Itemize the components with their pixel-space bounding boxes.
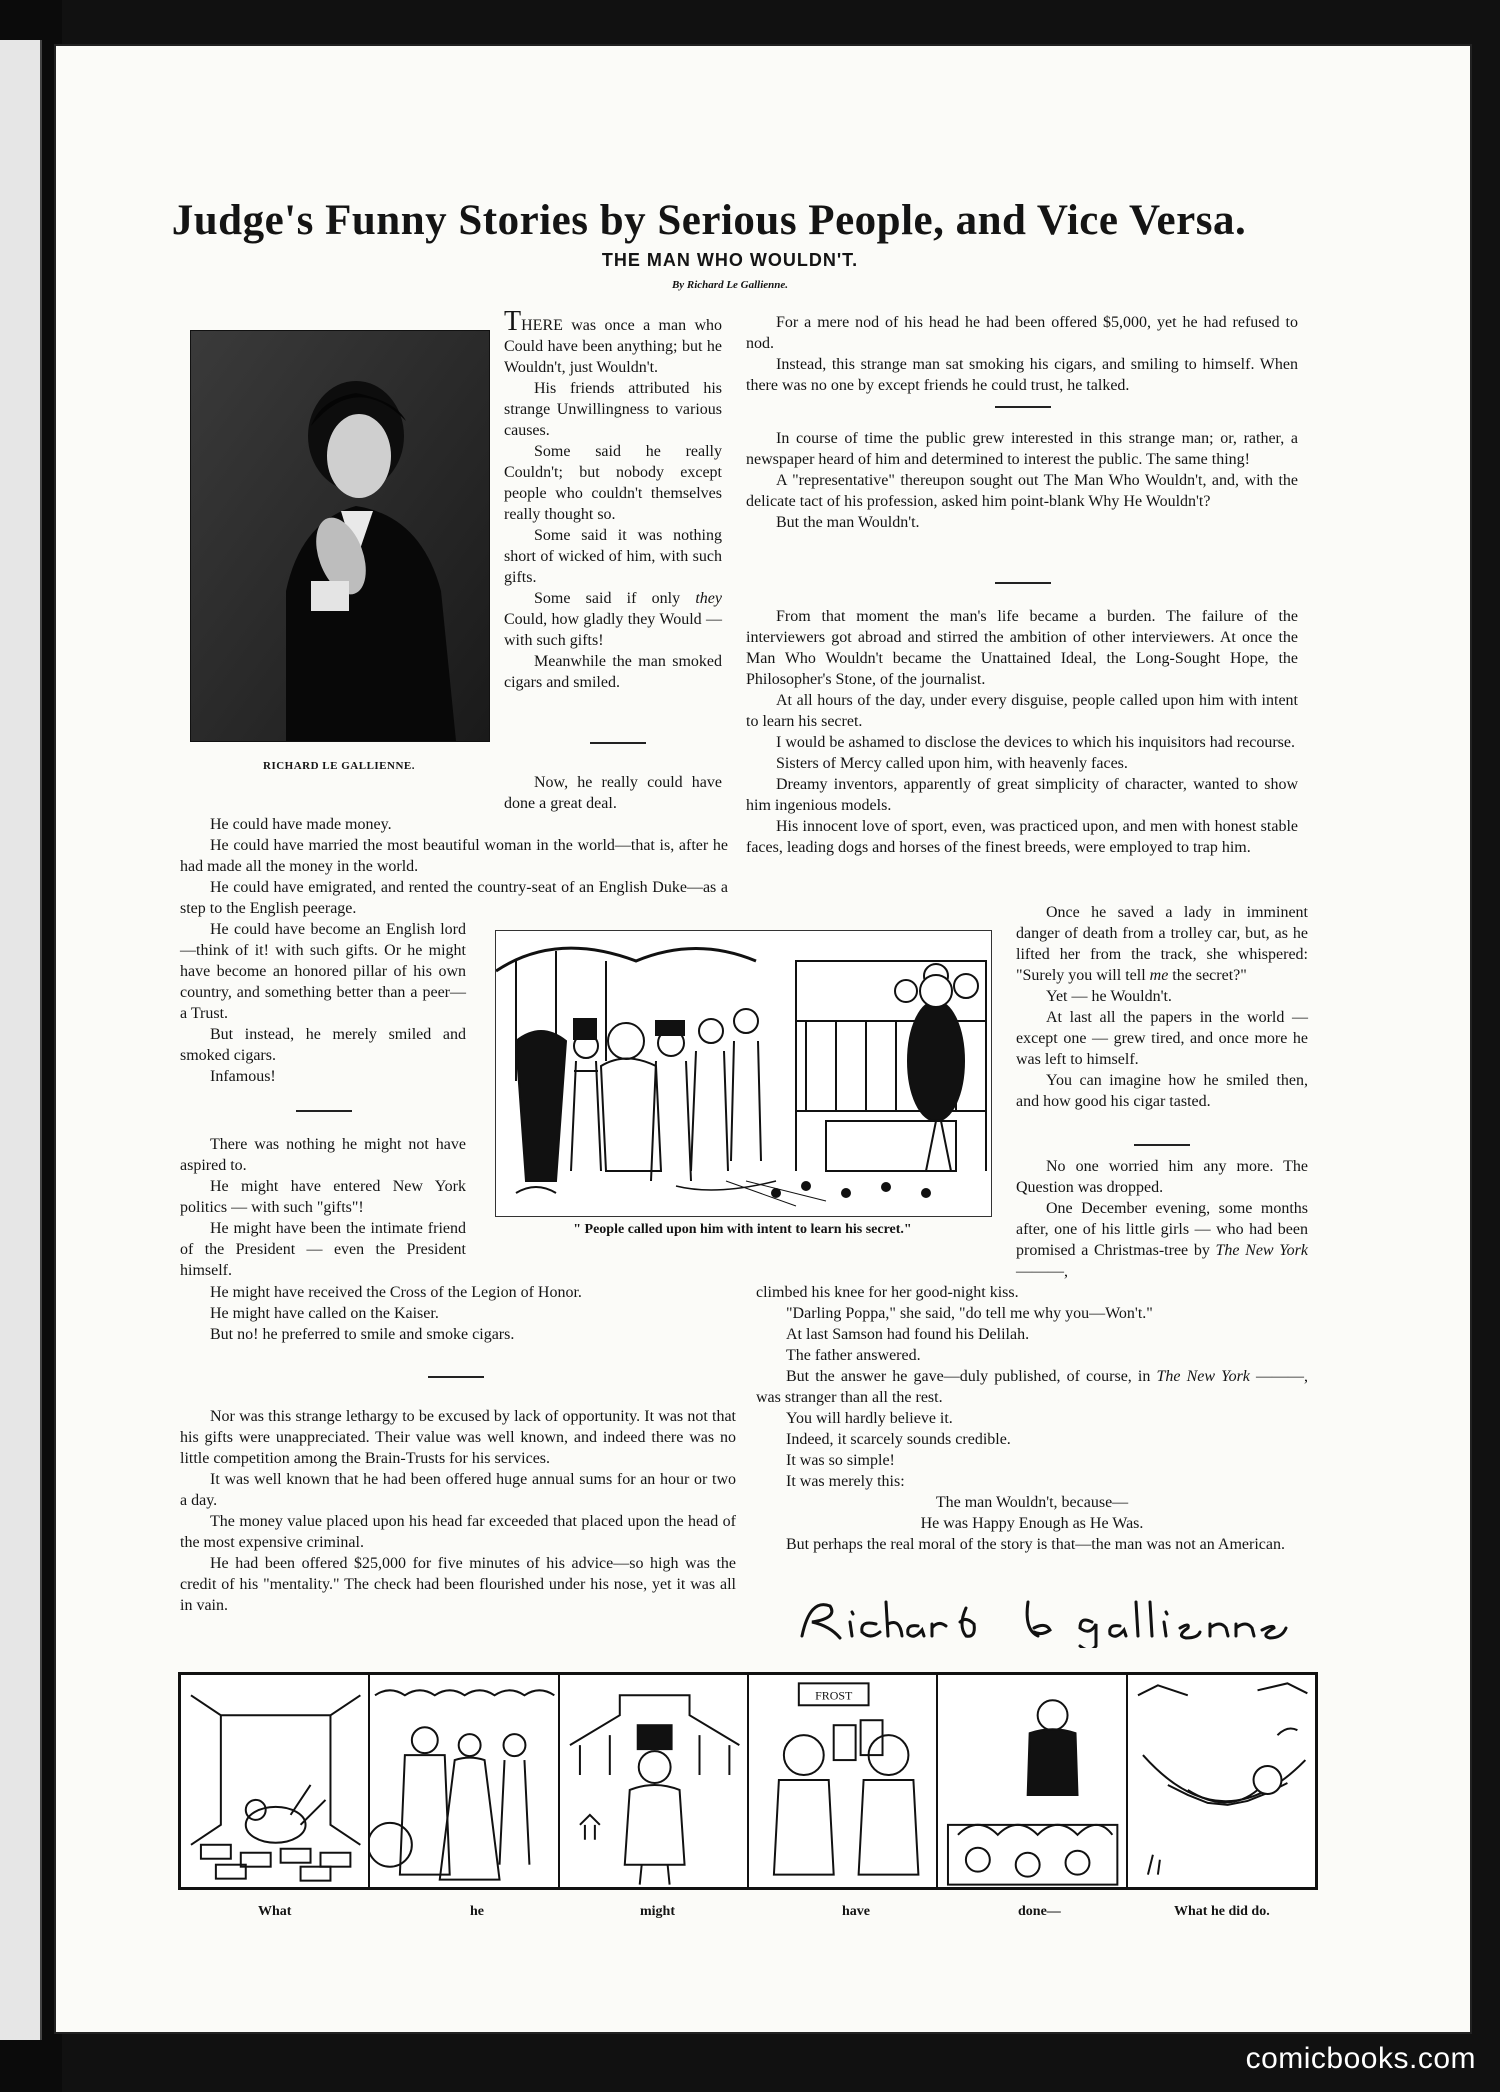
story-title: THE MAN WHO WOULDN'T. [601, 250, 859, 270]
strip-panel-lord [560, 1675, 749, 1887]
strip-label-3: might [640, 1904, 675, 1919]
section-divider [995, 582, 1051, 584]
strip-label-5: done— [1018, 1904, 1061, 1919]
intro-column-end: Now, he really could have done a great deal. [504, 774, 722, 812]
strip-panel-wedding [370, 1675, 559, 1887]
strip-label-4: have [842, 1904, 870, 1919]
comic-strip [178, 1672, 1318, 1890]
strip-panel-money [181, 1675, 370, 1887]
intro-column: THERE was once a man who Could have been anything; but he Wouldn't, just Wouldn't. His friends attributed his strange Unwillingness to various causes. Some said he really Couldn't; but nobody except people who couldn't themselves really thought so. Some said it was nothing short of wicked of him, with such gifts. Some said if only they Could, how gladly they Would — with such gifts! Meanwhile the man smoked cigars and smiled. [504, 306, 722, 691]
previous-page-edge [0, 40, 42, 2040]
right-column-b: In course of time the public grew interested in this strange man; or, rather, a newspaper heard of him and determined to interest the public. The same thing! A "representative" thereupon sought out The Man Who Wouldn't, and, with the delicate tact of his profession, asked him point-blank Why He Wouldn't? But the man Wouldn't. [746, 430, 1298, 531]
strip-label-2: he [470, 1904, 484, 1919]
section-divider [428, 1376, 484, 1378]
right-column-c: From that moment the man's life became a burden. The failure of the interviewers got abroad and stirred the ambition of other interviewers. At once the Man Who Wouldn't became the Unattained Ideal, the Long-Sought Hope, the Philosopher's Stone, of the journalist. At all hours of the day, under every disguise, people called upon him with intent to learn his secret. I would be ashamed to disclose the devices to which his inquisitors had recourse. Sisters of Mercy called upon him, with heavenly faces. Dreamy inventors, apparently of great simplicity of character, wanted to show him ingenious models. His innocent love of sport, even, was practiced upon, and men with honest stable faces, leading dogs and horses of the finest breeds, were employed to trap him. [746, 608, 1298, 856]
left-column-e: Nor was this strange lethargy to be excused by lack of opportunity. It was not that his gifts were unappreciated. Their value was well known, and indeed there was no little competition among the Brain-Trusts for his services. It was well known that he had been offered huge annual sums for an hour or two a day. The money value placed upon his head far exceeded that placed upon the head of the most expensive criminal. He had been offered $25,000 for five minutes of his advice—so high was the credit of his "mentality." The check had been flourished under his nose, yet it was all in vain. [180, 1408, 736, 1614]
left-column-d: He might have received the Cross of the Legion of Honor. He might have called on the Kaiser. But no! he preferred to smile and smoke cigars. [210, 1284, 582, 1343]
page-title: Judge's Funny Stories by Serious People, and Vice Versa. [171, 197, 1247, 244]
left-column-a: He could have made money. He could have married the most beautiful woman in the world—that is, after he had made all the money in the world. He could have emigrated, and rented the country-seat of an English Duke—as a step to the English peerage. [180, 816, 728, 917]
left-column-b: He could have become an English lord—think of it! with such gifts. Or he might have become an honored pillar of his own country, and something better than a peer—a Trust. But instead, he merely smiled and smoked cigars. Infamous! [180, 921, 466, 1085]
section-divider [995, 406, 1051, 408]
site-watermark: comicbooks.com [1245, 2042, 1476, 2075]
left-column-c: There was nothing he might not have aspired to. He might have entered New York politics — with such "gifts"! He might have been the intimate friend of the President — even the President himself. [180, 1136, 466, 1279]
strip-panel-tavern [749, 1675, 938, 1887]
right-column-a: For a mere nod of his head he had been offered $5,000, yet he had refused to nod. Instead, this strange man sat smoking his cigars, and smiling to himself. When there was no one by except friends he could trust, he talked. [746, 314, 1298, 394]
section-divider [590, 742, 646, 744]
strip-label-6: What he did do. [1174, 1904, 1270, 1919]
right-column-e: No one worried him any more. The Question was dropped. One December evening, some months after, one of his little girls — who had been promised a Christmas-tree by The New York ———, [1016, 1158, 1309, 1280]
illustration-caption: " People called upon him with intent to learn his secret." [573, 1222, 912, 1237]
portrait-caption: RICHARD LE GALLIENNE. [263, 760, 415, 772]
section-divider [1134, 1144, 1190, 1146]
author-signature [790, 1588, 1290, 1648]
author-portrait [190, 330, 490, 742]
crowd-illustration [495, 930, 992, 1217]
section-divider [296, 1110, 352, 1112]
byline: By Richard Le Gallienne. [671, 279, 789, 291]
right-column-d: Once he saved a lady in imminent danger of death from a trolley car, but, as he lifted her from the track, she whispered: "Surely you will tell me the secret?" Yet — he Wouldn't. At last all the papers in the world —except one — grew tired, and once more he was left to himself. You can imagine how he smiled then, and how good his cigar tasted. [1016, 904, 1308, 1110]
strip-panel-hammock [1128, 1675, 1315, 1887]
strip-panel-banker [938, 1675, 1127, 1887]
strip-label-1: What [258, 1904, 292, 1919]
frost-sign-text: FROST [815, 1688, 853, 1703]
right-column-f: climbed his knee for her good-night kiss. "Darling Poppa," she said, "do tell me why you—Won't." At last Samson had found his Delilah. The father answered. But the answer he gave—duly published, of course, in The New York ———, was stranger than all the rest. You will hardly believe it. Indeed, it scarcely sounds credible. It was so simple! It was merely this: The man Wouldn't, because— He was Happy Enough as He Was. But perhaps the real moral of the story is that—the man was not an American. [756, 1284, 1308, 1553]
